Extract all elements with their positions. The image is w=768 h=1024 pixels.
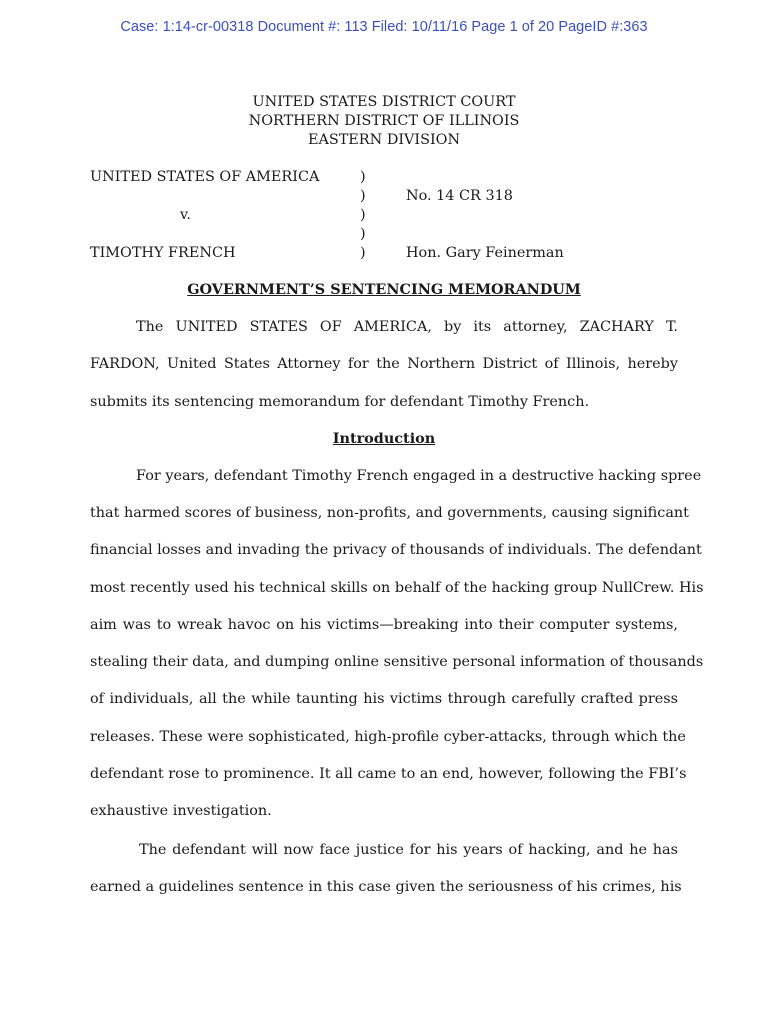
plaintiff-name: UNITED STATES OF AMERICA [90,169,320,185]
paragraph-line: defendant rose to prominence. It all came to an end, however, following the FBI’s [90,766,687,782]
caption-paren: ) [360,226,366,242]
paragraph-line: of individuals, all the while taunting his victims through carefully crafted press [90,691,678,707]
paragraph-line: The defendant will now face justice for his years of hacking, and he has [139,842,678,858]
caption-paren: ) [360,207,366,223]
court-division: EASTERN DIVISION [307,132,461,148]
defendant-name: TIMOTHY FRENCH [90,245,236,261]
paragraph-line: aim was to wreak havoc on his victims—breaking into their computer systems, [90,617,678,633]
caption-row [90,187,690,206]
paragraph-line: submits its sentencing memorandum for defendant Timothy French. [90,394,590,410]
judge-name: Hon. Gary Feinerman [406,245,564,261]
paragraph-line: financial losses and invading the privacy of thousands of individuals. The defendant [90,542,702,558]
caption-row [90,244,690,263]
caption-row [90,168,690,187]
court-district: NORTHERN DISTRICT OF ILLINOIS [248,113,520,129]
document-title: GOVERNMENT’S SENTENCING MEMORANDUM [187,281,581,298]
introduction-heading: Introduction [332,430,436,447]
paragraph-line: earned a guidelines sentence in this case given the seriousness of his crimes, his [90,879,682,895]
court-heading [0,93,768,150]
case-number: No. 14 CR 318 [406,188,513,204]
paragraph-line: The UNITED STATES OF AMERICA, by its attorney, ZACHARY T. [136,319,678,335]
versus-label: v. [180,207,191,223]
caption-paren: ) [360,188,366,204]
paragraph-line: most recently used his technical skills on behalf of the hacking group NullCrew. His [90,580,704,596]
paragraph-line: stealing their data, and dumping online sensitive personal information of thousands [90,654,704,670]
paragraph-line: For years, defendant Timothy French engaged in a destructive hacking spree [136,468,702,484]
paragraph-line: exhaustive investigation. [90,803,272,819]
caption-paren: ) [360,245,366,261]
caption-paren: ) [360,169,366,185]
caption-row [90,225,690,244]
paragraph-line: FARDON, United States Attorney for the Northern District of Illinois, hereby [90,356,678,372]
case-filing-stamp: Case: 1:14-cr-00318 Document #: 113 Filed: 10/11/16 Page 1 of 20 PageID #:363 [120,19,648,35]
paragraph-line: releases. These were sophisticated, high-profile cyber-attacks, through which the [90,729,686,745]
caption-row [90,206,690,225]
court-name: UNITED STATES DISTRICT COURT [252,94,516,110]
paragraph-line: that harmed scores of business, non-profits, and governments, causing significant [90,505,689,521]
